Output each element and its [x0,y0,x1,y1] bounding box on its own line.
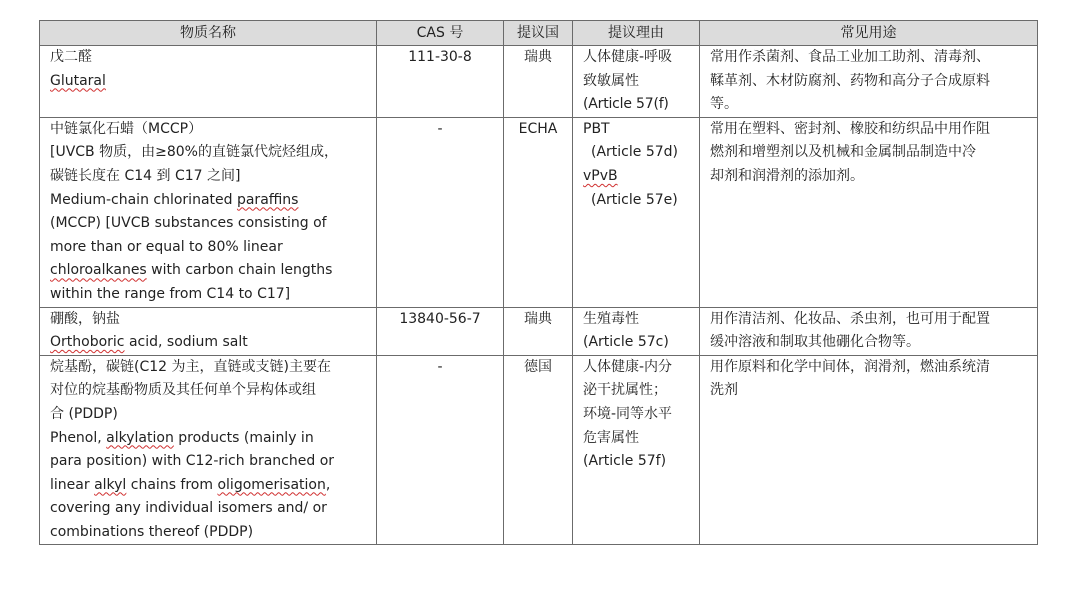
name-text: products (mainly in [173,429,314,446]
usage-line: 常用作杀菌剂、食品工业加工助剂、清毒剂、 [710,49,990,65]
cell-proposer: ECHA [504,117,573,307]
name-text: Medium-chain chlorinated [50,191,237,208]
name-line: 合 (PDDP) [50,405,118,422]
reason-line: 生殖毒性 [583,310,639,327]
table-row [40,46,1038,118]
name-line [50,259,370,283]
reason-line: 环境-同等水平 [583,405,673,422]
spellcheck-word: paraffins [236,191,299,208]
usage-line: 却剂和润滑剂的添加剂。 [710,167,864,184]
name-line: para position) with C12-rich branched or [50,453,335,470]
name-text: with carbon chain lengths [146,262,333,279]
table-row [40,307,1038,355]
header-cas-number: CAS 号 [377,21,504,46]
name-line: more than or equal to 80% linear [50,238,283,255]
header-substance-name: 物质名称 [40,21,377,46]
header-reason: 提议理由 [573,21,700,46]
cell-reason [573,117,700,307]
cell-cas-number: 13840-56-7 [377,307,504,355]
reason-line: 致敏属性 [583,72,639,89]
spellcheck-word: vPvB [583,167,618,184]
cell-usage [700,46,1038,118]
usage-line: 燃剂和增塑剂以及机械和金属制品制造中冷 [710,144,976,161]
usage-line: 常用在塑料、密封剂、橡胶和纺织品中用作阻 [710,120,990,137]
reason-line: 人体健康-呼吸 [583,49,673,65]
cell-substance-name [40,355,377,545]
name-line: within the range from C14 to C17] [50,285,291,302]
usage-line: 缓冲溶液和制取其他硼化合物等。 [710,334,920,351]
substance-table [39,20,1038,545]
table-header-row [40,21,1038,46]
reason-line: 泌干扰属性； [583,382,667,399]
spellcheck-word: alkylation [106,429,174,446]
name-text: linear [50,476,95,493]
name-line: 烷基酚，碳链(C12 为主，直链或支链)主要在 [50,358,331,375]
reason-line: PBT [583,120,610,137]
cell-cas-number: - [377,355,504,545]
name-text: , [325,476,331,493]
name-line: 中链氯化石蜡（MCCP） [50,120,203,137]
table-row [40,355,1038,545]
reason-line: 人体健康-内分 [583,358,673,375]
name-text: Phenol, [50,429,107,446]
spellcheck-word: oligomerisation [217,476,326,493]
table-row [40,117,1038,307]
cell-substance-name [40,46,377,118]
spellcheck-word: chloroalkanes [50,262,147,279]
name-line [50,189,370,213]
cell-usage [700,355,1038,545]
name-line: 碳链长度在 C14 到 C17 之间] [50,167,241,184]
cell-proposer: 瑞典 [504,46,573,118]
name-line: 硼酸，钠盐 [50,310,120,327]
name-line [50,331,370,355]
name-line: [UVCB 物质，由≥80%的直链氯代烷烃组成， [50,144,338,161]
cell-usage [700,307,1038,355]
name-line [50,70,370,94]
name-line: 对位的烷基酚物质及其任何单个异构体或组 [50,382,316,399]
cell-reason [573,46,700,118]
cell-reason [573,307,700,355]
name-line: combinations thereof (PDDP) [50,523,254,540]
spellcheck-word: alkyl [94,476,127,493]
reason-line [583,165,693,189]
reason-line: (Article 57c) [583,334,669,351]
cell-substance-name [40,117,377,307]
name-line: 戊二醛 [50,49,92,65]
cell-proposer: 德国 [504,355,573,545]
reason-line: (Article 57d) [591,144,678,161]
name-line: (MCCP) [UVCB substances consisting of [50,215,327,232]
cell-substance-name [40,307,377,355]
header-usage: 常见用途 [700,21,1038,46]
cell-proposer: 瑞典 [504,307,573,355]
spellcheck-word: Glutaral [50,72,106,89]
usage-line: 鞣革剂、木材防腐剂、药物和高分子合成原料 [710,72,990,89]
name-text: chains from [126,476,218,493]
name-line [50,427,370,451]
cell-cas-number: - [377,117,504,307]
usage-line: 用作原料和化学中间体，润滑剂，燃油系统清 [710,358,990,375]
cell-reason [573,355,700,545]
usage-line: 等。 [710,96,738,113]
reason-line: (Article 57e) [591,191,678,208]
header-proposer: 提议国 [504,21,573,46]
usage-line: 洗剂 [710,382,738,399]
reason-line: (Article 57(f) [583,96,669,113]
name-line [50,474,370,498]
name-line: covering any individual isomers and/ or [50,500,327,517]
spellcheck-word: Orthoboric [50,334,125,351]
cell-cas-number: 111-30-8 [377,46,504,118]
reason-line: (Article 57f) [583,453,667,470]
cell-usage [700,117,1038,307]
name-text: acid, sodium salt [124,334,248,351]
reason-line: 危害属性 [583,429,639,446]
usage-line: 用作清洁剂、化妆品、杀虫剂，也可用于配置 [710,310,990,327]
